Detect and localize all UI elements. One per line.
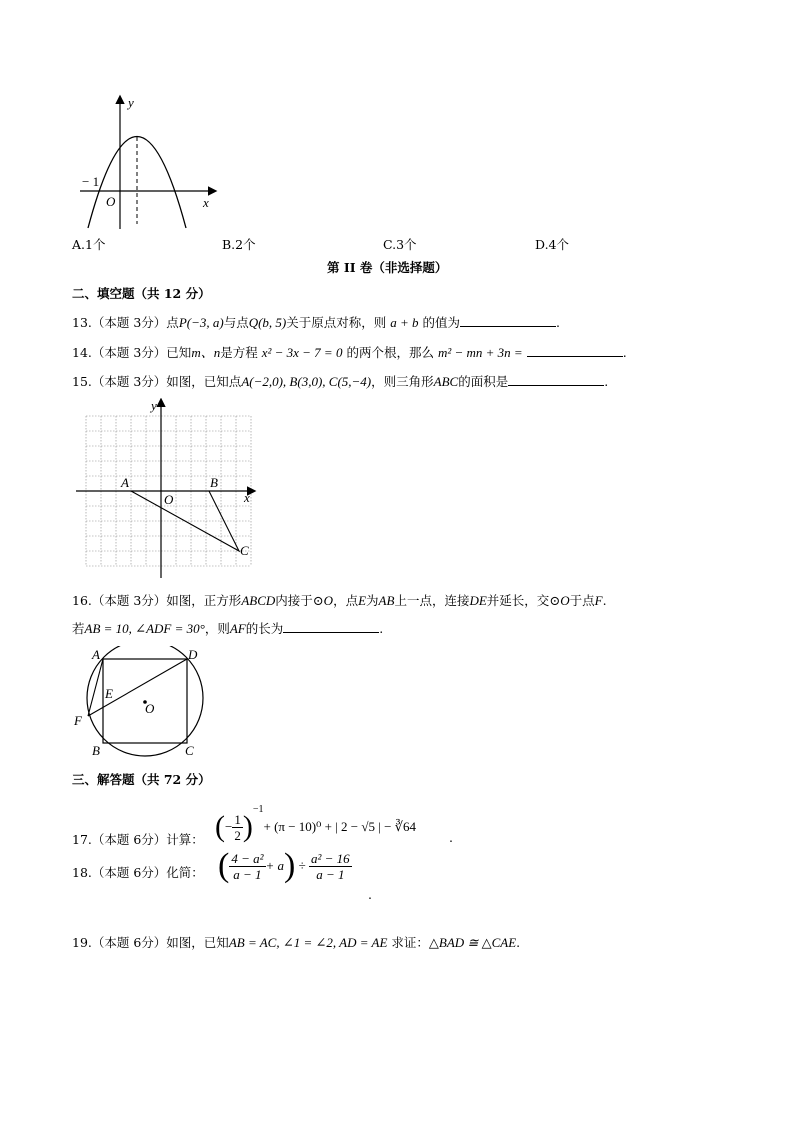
inscribed-square-figure [72, 646, 218, 758]
q18-f2-den: a − 1 [316, 866, 345, 882]
volume-title: 第 II 卷（非选择题） [327, 260, 448, 275]
q13-text3: 的值为 [422, 315, 461, 330]
q18-div: ÷ [298, 858, 306, 873]
q16-prefix: 16.（本题 3分）如图，正方形 [72, 593, 242, 608]
q16-abcd: ABCD [241, 593, 276, 608]
circle-a-label: A [92, 647, 100, 662]
q16-line2-t2: ，则 [204, 621, 230, 636]
q16-ab: AB [378, 593, 395, 608]
q17-expression: (− $\frac{1}{2}$ )$^{-1}$+ (π − 10)⁰ + | 2 − √5 | − ∛64 [215, 804, 416, 844]
q13-text2: 关于原点对称，则 [286, 315, 387, 330]
graph1-minus-one-label: − 1 [82, 174, 100, 189]
q16-answer-blank[interactable] [283, 619, 379, 633]
q16-t5: 上一点，连接 [394, 593, 470, 608]
point-c-label: C [240, 543, 249, 558]
option-d: D.4个 [535, 237, 570, 252]
q16-t2: 内接于 [275, 593, 313, 608]
q14-text2: 的两个根，那么 [346, 345, 434, 360]
graph1-x-label: x [203, 195, 209, 210]
q18-prefix: 18.（本题 6分）化简： [72, 865, 204, 880]
q15-text2: ，则三角形 [371, 374, 434, 389]
grid-y-label: y [151, 398, 157, 413]
circle-d-label: D [188, 647, 198, 662]
q15-points: A(−2,0), B(3,0), C(5,−4) [241, 374, 372, 389]
graph1-origin-label: O [106, 194, 116, 209]
grid-x-label: x [244, 490, 250, 505]
circle-e-label: E [105, 686, 113, 701]
q14-line [72, 342, 627, 361]
q18-f1-den: a − 1 [233, 866, 262, 882]
q16-line2-prefix: 若 [72, 621, 85, 636]
q19-line [72, 933, 520, 951]
graph1-y-label: y [128, 95, 134, 110]
q16-line2 [72, 619, 383, 637]
q14-end: . [622, 345, 627, 360]
circle-c-label: C [185, 743, 194, 758]
q17-frac-den: 2 [234, 827, 241, 843]
grid-origin-label: O [164, 492, 174, 507]
q16-t4: 为 [366, 593, 379, 608]
circle-o-label: O [145, 701, 155, 716]
q17-minus: − [225, 819, 233, 835]
q16-F: F [594, 593, 603, 608]
parabola-graph [70, 94, 230, 230]
q18-f2-num: a² − 16 [311, 850, 350, 866]
q17-frac-num: 1 [234, 811, 241, 827]
q14-text1: 是方程 [220, 345, 258, 360]
q13-mid: 与点 [223, 315, 249, 330]
q16-t7: 于点 [569, 593, 595, 608]
q17-end: . [449, 830, 453, 845]
q13-line [72, 313, 560, 331]
q16-t6: 并延长，交 [486, 593, 550, 608]
q16-circ1: ⊙O [312, 593, 334, 608]
circle-b-label: B [92, 743, 100, 758]
q16-circ2: ⊙O [549, 593, 570, 608]
q17-prefix: 17.（本题 6分）计算： [72, 832, 204, 847]
q14-answer-blank[interactable] [527, 343, 623, 357]
section2-heading: 二、填空题（共 12 分） [72, 286, 211, 301]
q16-line1 [72, 591, 607, 609]
q19-end: . [516, 935, 521, 950]
q15-line [72, 372, 608, 390]
q14-mn: m、n [191, 345, 221, 360]
q16-end2: . [379, 621, 384, 636]
q16-line2-t3: 的长为 [245, 621, 284, 636]
q19-prefix: 19.（本题 6分）如图，已知 [72, 935, 229, 950]
q13-end: . [556, 315, 561, 330]
q19-text2: 求证： [391, 935, 429, 950]
point-b-label: B [210, 475, 218, 490]
option-a: A.1个 [72, 237, 106, 252]
point-a-label: A [121, 475, 129, 490]
q16-de: DE [469, 593, 487, 608]
q14-prefix: 14.（本题 3分）已知 [72, 345, 192, 360]
q14-equation: x² − 3x − 7 = 0 [261, 345, 343, 360]
coordinate-grid-figure [74, 398, 260, 580]
q13-prefix: 13.（本题 3分）点 [72, 315, 179, 330]
q13-answer-blank[interactable] [460, 313, 556, 327]
q19-goal: △BAD ≅ △CAE [428, 935, 517, 950]
option-b: B.2个 [222, 237, 256, 252]
q16-E: E [358, 593, 367, 608]
q16-end1: . [602, 593, 607, 608]
q15-text3: 的面积是 [458, 374, 509, 389]
q16-af: AF [229, 621, 246, 636]
q18-f1-num: 4 − a² [231, 850, 264, 866]
q15-prefix: 15.（本题 3分）如图，已知点 [72, 374, 242, 389]
q16-t3: ，点 [333, 593, 359, 608]
section3-heading: 三、解答题（共 72 分） [72, 772, 211, 787]
q17-exponent: −1 [252, 804, 264, 815]
q13-P: P(−3, a) [178, 315, 224, 330]
q18-end: . [368, 887, 372, 902]
q19-cond: AB = AC, ∠1 = ∠2, AD = AE [228, 935, 388, 950]
q18-expression: ( $\frac{\text{4 − a²}}{a - 1}$ + a) ÷ $\frac{\text{a² − 16}}{a - 1}$ [218, 847, 350, 884]
circle-f-label: F [74, 713, 82, 728]
q13-expr: a + b [390, 315, 419, 330]
q15-abc: ABC [433, 374, 459, 389]
q15-end: . [604, 374, 609, 389]
q15-answer-blank[interactable] [508, 372, 604, 386]
q18-plus-a: + a [265, 858, 285, 873]
option-c: C.3个 [383, 237, 417, 252]
q16-cond: AB = 10, ∠ADF = 30° [84, 621, 205, 636]
q17-rest: + (π − 10)⁰ + | 2 − √5 | − ∛64 [263, 819, 416, 835]
q13-Q: Q(b, 5) [248, 315, 287, 330]
q14-expr: m² − mn + 3n = [437, 345, 523, 360]
